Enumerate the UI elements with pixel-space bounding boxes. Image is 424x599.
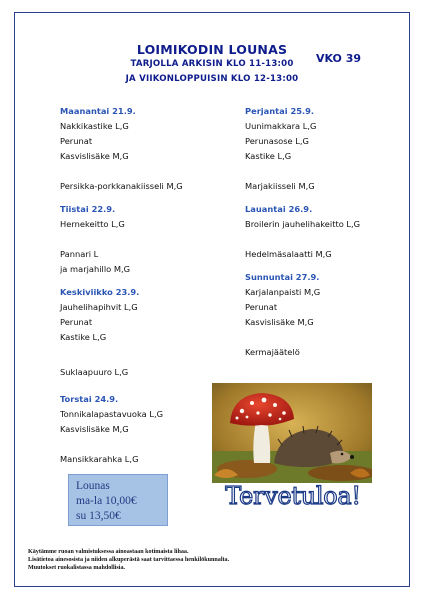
menu-item: Uunimakkara L,G (245, 121, 317, 131)
menu-item: Perunasose L,G (245, 136, 309, 146)
menu-item: Tonnikalapastavuoka L,G (60, 409, 164, 419)
welcome-text: Tervetuloa! (225, 482, 361, 510)
day-title: Perjantai 25.9. (245, 106, 315, 116)
menu-item: Perunat (245, 302, 278, 312)
dessert-item: ja marjahillo M,G (60, 264, 131, 274)
price-sunday: su 13,50€ (76, 510, 121, 522)
dessert-item: Marjakiisseli M,G (245, 181, 315, 191)
dessert-item: Suklaapuuro L,G (60, 367, 129, 377)
dessert-item: Hedelmäsalaatti M,G (245, 249, 332, 259)
menu-item: Kasvislisäke M,G (245, 317, 314, 327)
week-number: VKO 39 (316, 52, 362, 65)
day-saturday (245, 202, 360, 262)
serving-hours-weekend: JA VIIKONLOPPUISIN KLO 12-13:00 (125, 74, 299, 84)
footer-line: Muutokset ruokalistassa mahdollisia. (28, 565, 126, 571)
menu-item: Perunat (60, 317, 93, 327)
menu-item: Broilerin jauhelihakeitto L,G (245, 219, 361, 229)
day-title: Sunnuntai 27.9. (245, 272, 320, 282)
footer-notes (28, 548, 398, 572)
day-title: Torstai 24.9. (60, 394, 119, 404)
menu-item: Perunat (60, 136, 93, 146)
footer-line: Käytämme ruoan valmistuksessa ainoastaan kotimaista lihaa. (28, 549, 189, 555)
price-box (68, 474, 168, 526)
day-title: Maanantai 21.9. (60, 106, 136, 116)
day-wednesday (60, 285, 139, 345)
dessert-wednesday (60, 365, 128, 380)
menu-item: Kastike L,G (245, 151, 292, 161)
dessert-item: Kermajäätelö (245, 347, 300, 357)
day-thursday (60, 392, 163, 467)
day-title: Tiistai 22.9. (60, 204, 116, 214)
menu-item: Kasvislisäke M,G (60, 151, 129, 161)
dessert-item: Mansikkarahka L,G (60, 454, 139, 464)
serving-hours-weekdays: TARJOLLA ARKISIN KLO 11-13:00 (130, 59, 294, 69)
menu-item: Karjalanpaisti M,G (245, 287, 321, 297)
menu-item: Jauhelihapihvit L,G (60, 302, 138, 312)
menu-item: Kasvislisäke M,G (60, 424, 129, 434)
page-title: LOIMIKODIN LOUNAS (136, 42, 288, 57)
menu-item: Kastike L,G (60, 332, 107, 342)
day-sunday (245, 270, 320, 360)
dessert-item: Pannari L (60, 249, 99, 259)
day-friday (245, 104, 316, 194)
day-tuesday (60, 202, 130, 277)
menu-item: Nakkikastike L,G (60, 121, 129, 131)
price-label: Lounas (76, 480, 110, 492)
price-weekdays: ma-la 10,00€ (76, 495, 137, 507)
hedgehog-mushroom-photo (212, 383, 372, 483)
dessert-item: Persikka-porkkanakiisseli M,G (60, 181, 183, 191)
footer-line: Lisätietoa ainesosista ja niiden alkuperästä saat tarvittaessa henkilökunnalta. (28, 557, 230, 563)
menu-item: Hernekeitto L,G (60, 219, 125, 229)
day-title: Lauantai 26.9. (245, 204, 313, 214)
day-title: Keskiviikko 23.9. (60, 287, 140, 297)
day-monday (60, 104, 183, 194)
